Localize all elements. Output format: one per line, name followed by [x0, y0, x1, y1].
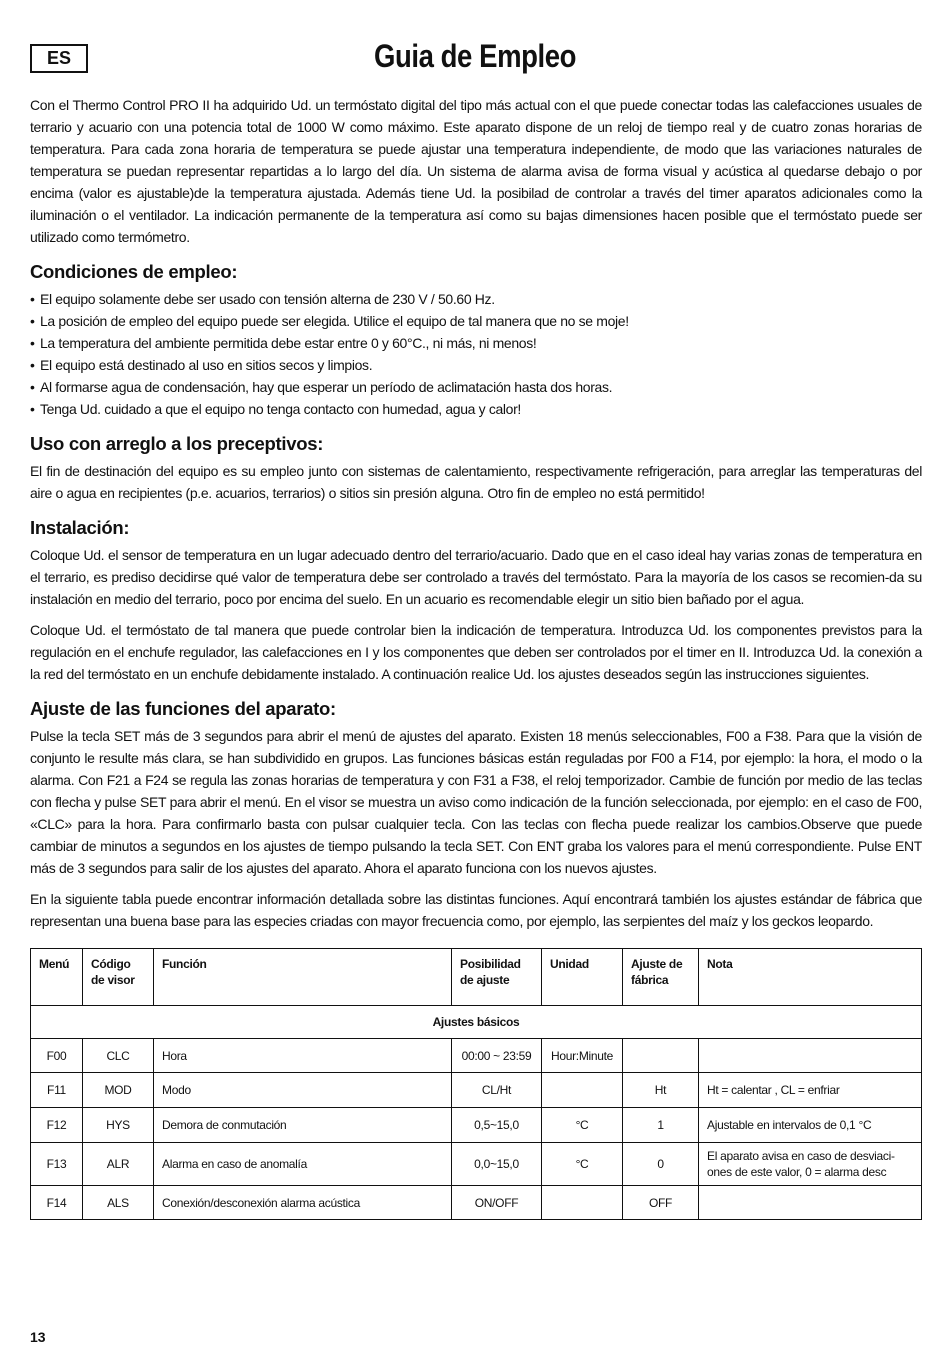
table-header-row: [31, 949, 922, 1006]
header-factory: Ajuste de fábrica: [623, 949, 699, 1006]
functions-heading: Ajuste de las funciones del aparato:: [30, 698, 336, 719]
table-row: [31, 1186, 922, 1220]
cell-code: ALR: [83, 1143, 154, 1186]
cell-factory: [623, 1039, 699, 1073]
list-item: • El equipo solamente debe ser usado con tensión alterna de 230 V / 50.60 Hz.: [30, 291, 495, 307]
page-title: Guia de Empleo: [374, 38, 576, 74]
header-function: Función: [154, 949, 452, 1006]
installation-heading: Instalación:: [30, 517, 130, 538]
cell-function: Alarma en caso de anomalía: [154, 1143, 452, 1186]
list-item: • La posición de empleo del equipo puede ser elegida. Utilice el equipo de tal manera que no se moje!: [30, 313, 629, 329]
cell-unit: °C: [542, 1143, 623, 1186]
cell-menu: F12: [31, 1108, 83, 1143]
list-item: • Tenga Ud. cuidado a que el equipo no tenga contacto con humedad, agua y calor!: [30, 401, 521, 417]
page-content: [30, 94, 922, 932]
cell-menu: F13: [31, 1143, 83, 1186]
table-row: [31, 1073, 922, 1108]
table-row: [31, 1143, 922, 1186]
cell-range: 0,5~15,0: [452, 1108, 542, 1143]
cell-factory: Ht: [623, 1073, 699, 1108]
cell-unit: Hour:Minute: [542, 1039, 623, 1073]
table-group-row: [31, 1006, 922, 1039]
list-item: • El equipo está destinado al uso en sitios secos y limpios.: [30, 357, 373, 373]
cell-range: 0,0~15,0: [452, 1143, 542, 1186]
cell-unit: [542, 1073, 623, 1108]
cell-menu: F14: [31, 1186, 83, 1220]
cell-note: [699, 1039, 922, 1073]
header-note: Nota: [699, 949, 922, 1006]
language-badge: ES: [30, 44, 88, 73]
cell-code: ALS: [83, 1186, 154, 1220]
cell-range: CL/Ht: [452, 1073, 542, 1108]
installation-paragraph-2: Coloque Ud. el termóstato de tal manera que puede controlar bien la indicación de temperatura. Introduzca Ud. los componentes previstos para la regulación en el enchufe regulador, las calefacciones en I y los componentes que deben ser controlados por el timer en II. Introduzca Ud. la conexión a la red del termóstato en un enchufe debidamente instalado. A continuación realice Ud. los ajustes deseados según las instrucciones siguientes.: [30, 622, 922, 682]
conditions-list: [30, 288, 922, 420]
header-menu: Menú: [31, 949, 83, 1006]
cell-factory: 0: [623, 1143, 699, 1186]
usage-heading: Uso con arreglo a los preceptivos:: [30, 433, 324, 454]
group-label: Ajustes básicos: [31, 1006, 922, 1039]
cell-code: CLC: [83, 1039, 154, 1073]
table-row: [31, 1108, 922, 1143]
cell-function: Modo: [154, 1073, 452, 1108]
cell-menu: F11: [31, 1073, 83, 1108]
list-item: • Al formarse agua de condensación, hay que esperar un período de aclimatación hasta dos horas.: [30, 379, 613, 395]
header-unit: Unidad: [542, 949, 623, 1006]
functions-paragraph-2: En la siguiente tabla puede encontrar información detallada sobre las distintas funciones. Aquí encontrará también los ajustes estándar de fábrica que representan una buena base para las especies criadas con mayor frecuencia como, por ejemplo, las serpientes del maíz y los geckos leopardo.: [30, 891, 922, 929]
cell-range: ON/OFF: [452, 1186, 542, 1220]
functions-table: [30, 948, 922, 1220]
intro-paragraph: Con el Thermo Control PRO II ha adquirido Ud. un termóstato digital del tipo más actual con el que puede conectar todas las calefacciones usuales de terrario y acuario con una potencia total de 1000 W como máximo. Este aparato dispone de un reloj de tiempo real y de cuatro zonas horarias de temperatura. Para cada zona horaria de temperatura se puede ajustar una temperatura independiente, de modo que las variaciones naturales de temperatura se puedan representar repartidas a lo largo del día. Un sistema de alarma avisa de forma visual y acústica al quedarse debajo o por encima (valor es ajustable)de la temperatura ajustada. Además tiene Ud. la posibilad de controlar a través del timer aparatos adicionales como la iluminación o el ventilador. La indicación permanente de la temperatura así como su bajas dimensiones hacen posible que el termóstato puede ser utilizado como termómetro.: [30, 97, 922, 245]
cell-factory: 1: [623, 1108, 699, 1143]
header-code: Código de visor: [83, 949, 154, 1006]
table-row: [31, 1039, 922, 1073]
cell-note: [699, 1186, 922, 1220]
list-item: • La temperatura del ambiente permitida debe estar entre 0 y 60°C., ni más, ni menos!: [30, 335, 537, 351]
cell-unit: [542, 1186, 623, 1220]
cell-function: Demora de conmutación: [154, 1108, 452, 1143]
page-number: 13: [30, 1329, 46, 1345]
usage-paragraph: El fin de destinación del equipo es su empleo junto con sistemas de calentamiento, respectivamente refrigeración, para arreglar las temperaturas del aire o agua en recipientes (p.e. acuarios, terrarios) o sitios sin presión alguna. Otro fin de empleo no está permitido!: [30, 463, 922, 501]
conditions-heading: Condiciones de empleo:: [30, 261, 238, 282]
cell-note: Ajustable en intervalos de 0,1 °C: [699, 1108, 922, 1143]
cell-note: El aparato avisa en caso de desviaci-ones de este valor, 0 = alarma desc: [699, 1143, 922, 1186]
installation-paragraph-1: Coloque Ud. el sensor de temperatura en un lugar adecuado dentro del terrario/acuario. Dado que en el caso ideal hay varias zonas de temperatura en el terrario, es prediso decidirse qué valor de temperatura debe ser controlado a través del termóstato. Para la mayoría de los casos se recomien-da su instalación en medio del terrario, poco por encima del suelo. En un acuario es recomendable elegir un sitio bien bañado por el agua.: [30, 547, 922, 607]
functions-paragraph-1: Pulse la tecla SET más de 3 segundos para abrir el menú de ajustes del aparato. Existen 18 menús seleccionables, F00 a F38. Para que la visión de conjunto le resulte más clara, se han subdividido en grupos. Las funciones básicas están reguladas por F00 a F14, por ejemplo: la hora, el modo o la alarma. Con F21 a F24 se regula las zonas horarias de temperatura y con F31 a F38, el reloj temporizador. Cambie de función por medio de las teclas con flecha y pulse SET para abrir el menú. En el visor se muestra un aviso como indicación de la función seleccionada, por ejemplo: en el caso de F00, «CLC» para la hora. Para confirmarlo basta con pulsar cualquier tecla. Con las teclas con flecha puede realizar los cambios.Observe que puede cambiar de minutos a segundos en los ajustes de tiempo pulsando la tecla SET. Con ENT graba los valores para el menú correspondiente. Pulse ENT más de 3 segundos para salir de los ajustes del aparato. Ahora el aparato funciona con los nuevos ajustes.: [30, 728, 922, 876]
header-range: Posibilidad de ajuste: [452, 949, 542, 1006]
cell-code: MOD: [83, 1073, 154, 1108]
cell-unit: °C: [542, 1108, 623, 1143]
cell-range: 00:00 ~ 23:59: [452, 1039, 542, 1073]
cell-menu: F00: [31, 1039, 83, 1073]
cell-code: HYS: [83, 1108, 154, 1143]
cell-function: Hora: [154, 1039, 452, 1073]
cell-note: Ht = calentar , CL = enfriar: [699, 1073, 922, 1108]
cell-factory: OFF: [623, 1186, 699, 1220]
cell-function: Conexión/desconexión alarma acústica: [154, 1186, 452, 1220]
